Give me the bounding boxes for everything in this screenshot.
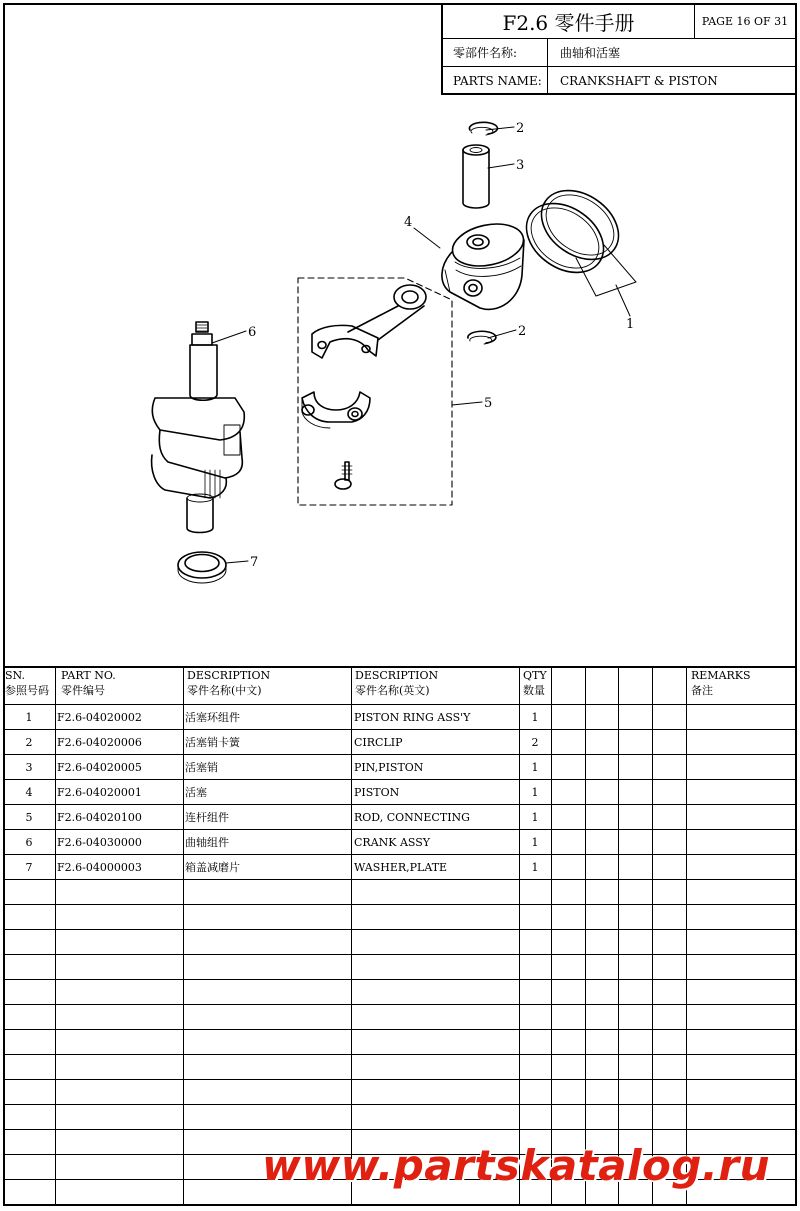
row-part-no: F2.6-04030000: [57, 835, 142, 849]
row-description-cn: 箱盖减磨片: [185, 861, 240, 874]
header-description-en: DESCRIPTION 零件名称(英文): [355, 669, 439, 697]
piston: [442, 218, 527, 309]
title-block: [441, 3, 797, 95]
table-row-divider: [3, 879, 797, 880]
circlip-top: [469, 122, 497, 135]
callout-7: 7: [250, 555, 259, 570]
crankshaft: [152, 322, 245, 533]
header-qty: QTY 数量: [523, 669, 547, 697]
row-description-en: PISTON: [354, 785, 400, 799]
piston-rings: [513, 176, 636, 296]
parts-name-label-en: PARTS NAME:: [443, 67, 548, 95]
callout-4: 4: [404, 215, 413, 230]
table-row-divider: [3, 904, 797, 905]
row-description-en: PISTON RING ASS'Y: [354, 710, 471, 724]
parts-name-label-cn: 零部件名称:: [443, 39, 548, 66]
row-part-no: F2.6-04020002: [57, 710, 142, 724]
table-row-divider: [3, 1029, 797, 1030]
row-qty: 1: [531, 860, 539, 874]
row-description-cn: 活塞: [185, 786, 207, 799]
table-row-divider: [3, 929, 797, 930]
row-description-en: ROD, CONNECTING: [354, 810, 470, 824]
connecting-rod-bolt: [335, 462, 352, 489]
callout-2-top: 2: [516, 121, 525, 136]
callout-5: 5: [484, 396, 493, 411]
parts-table: [3, 666, 797, 1206]
row-description-en: PIN,PISTON: [354, 760, 424, 774]
row-sn: 4: [25, 785, 33, 799]
row-description-cn: 活塞销卡簧: [185, 736, 240, 749]
connecting-rod: [312, 285, 426, 358]
table-row-divider: [3, 1004, 797, 1005]
row-part-no: F2.6-04020001: [57, 785, 142, 799]
table-row-divider: [3, 1104, 797, 1105]
connecting-rod-cap: [302, 392, 370, 428]
header-remarks: REMARKS 备注: [691, 669, 751, 697]
washer-plate: [178, 552, 226, 583]
row-qty: 1: [531, 810, 539, 824]
callout-leaders: [212, 127, 630, 563]
table-row-divider: [3, 979, 797, 980]
row-qty: 2: [531, 735, 539, 749]
row-description-cn: 活塞环组件: [185, 711, 240, 724]
row-part-no: F2.6-04000003: [57, 860, 142, 874]
table-row-divider: [3, 1204, 797, 1205]
row-description-cn: 曲轴组件: [185, 836, 229, 849]
piston-pin: [463, 145, 489, 208]
table-row-divider: [3, 1054, 797, 1055]
parts-name-value-cn: 曲轴和活塞: [560, 46, 621, 60]
exploded-parts-drawing: [5, 95, 795, 665]
manual-title: F2.6 零件手册: [443, 5, 695, 38]
page-number: PAGE 16 OF 31: [701, 15, 789, 28]
row-part-no: F2.6-04020005: [57, 760, 142, 774]
row-sn: 2: [25, 735, 33, 749]
row-sn: 6: [25, 835, 33, 849]
watermark: www.partskatalog.ru: [262, 1141, 770, 1190]
row-sn: 5: [25, 810, 33, 824]
parts-name-value-en: CRANKSHAFT & PISTON: [560, 74, 718, 88]
row-description-en: CRANK ASSY: [354, 835, 431, 849]
circlip-bottom: [468, 331, 496, 344]
row-description-en: CIRCLIP: [354, 735, 403, 749]
callout-1: 1: [626, 317, 635, 332]
callout-6: 6: [248, 325, 257, 340]
header-sn: SN. 参照号码: [5, 669, 49, 697]
row-sn: 1: [25, 710, 33, 724]
row-sn: 7: [25, 860, 33, 874]
row-description-en: WASHER,PLATE: [354, 860, 448, 874]
table-row-divider: [3, 1079, 797, 1080]
row-part-no: F2.6-04020006: [57, 735, 142, 749]
connecting-rod-group-boundary: [298, 278, 452, 505]
row-qty: 1: [531, 835, 539, 849]
row-qty: 1: [531, 785, 539, 799]
row-description-cn: 连杆组件: [185, 811, 229, 824]
table-row-divider: [3, 1129, 797, 1130]
row-part-no: F2.6-04020100: [57, 810, 142, 824]
row-description-cn: 活塞销: [185, 761, 218, 774]
table-row-divider: [3, 954, 797, 955]
header-part-no: PART NO. 零件编号: [61, 669, 116, 697]
header-description-cn: DESCRIPTION 零件名称(中文): [187, 669, 271, 697]
row-sn: 3: [25, 760, 33, 774]
callout-2-bottom: 2: [518, 324, 527, 339]
callout-3: 3: [516, 158, 525, 173]
row-qty: 1: [531, 710, 539, 724]
row-qty: 1: [531, 760, 539, 774]
